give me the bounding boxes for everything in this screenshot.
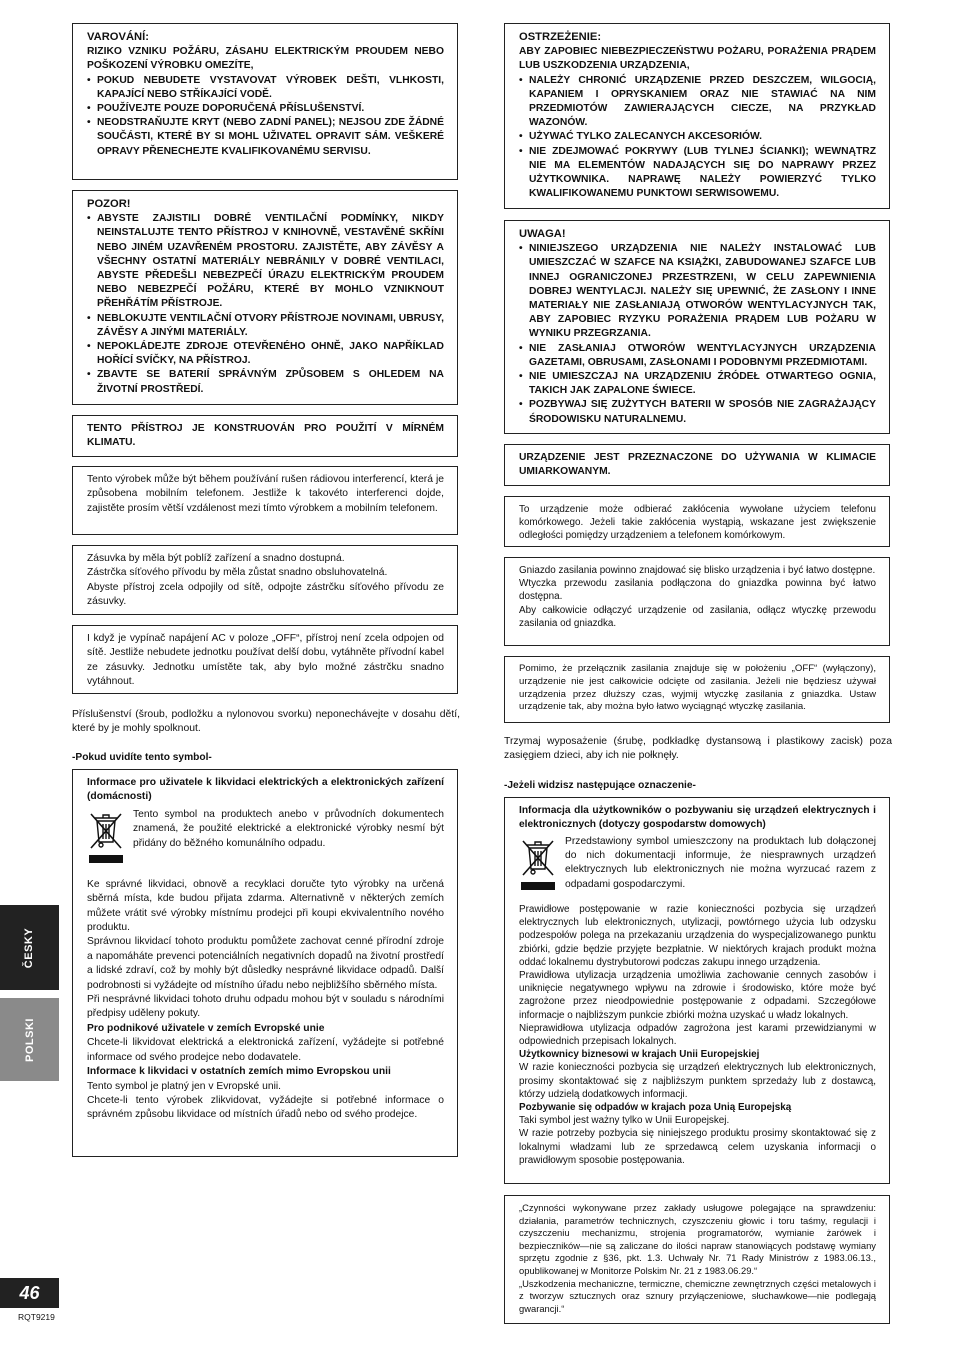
disposal-paragraph: Chcete-li tento výrobek zlikvidovat, vyžádejte si potřebné informace o správném způsobu likvidace od místních úřadů nebo od svého prodejce. [87,1094,444,1121]
disposal-box [72,769,458,1157]
climate-text: URZĄDZENIE JEST PRZEZNACZONE DO UŻYWANIA W KLIMACIE UMIARKOWANYM. [519,452,876,478]
disposal-paragraph: Prawidłowe postępowanie w razie konieczności pozbycia się urządzeń elektrycznych lub elektronicznych, utylizacji, powtórnego użycia lub odzysku podzespołów polega na przekazaniu urządzenia do wyspecjalizowanego punktu zbiórki, gdzie będzie przyjęte bezpłatnie. W niektórych krajach produkt można oddać lokalnemu dystrybutorowi podczas zakupu innego urządzenia. [519,904,876,968]
language-tab-polish-label: POLSKI [23,1017,36,1062]
power-off-box [72,625,458,694]
warning-item: • NALEŻY CHRONIĆ URZĄDZENIE PRZED DESZCZEM, WILGOCIĄ, KAPANIEM I OPRYSKANIEM ORAZ NIE STAWIAĆ NA NIM PRZEDMIOTÓW ZAWIERAJĄCYCH CIECZE, NA PRZYKŁAD WAZONÓW. [519,74,876,131]
disposal-paragraph: Prawidłowa utylizacja urządzenia umożliwia zachowanie cennych zasobów i uniknięcie negatywnego wpływu na zdrowie i środowisko, które może być zagrożone przez nieodpowiednie postępowanie z odpadami. Szczegółowe informacje o najbliższym punkcie zbiórki można uzyskać u władz lokalnych. [519,970,876,1021]
socket-line: Zástrčka síťového přívodu by měla zůstat snadno obsluhovatelná. [87,567,388,579]
caution-list [519,242,876,427]
caution-heading: UWAGA! [519,228,566,240]
caution-item: • ZBAVTE SE BATERIÍ SPRÁVNÝM ZPŮSOBEM S OHLEDEM NA ŽIVOTNÍ PROSTŘEDÍ. [87,368,444,396]
crossed-bin-icon [519,835,557,893]
warranty-box [504,1195,890,1324]
disposal-heading: Informacja dla użytkowników o pozbywaniu się urządzeń elektrycznych i elektronicznych (dotyczy gospodarstw domowych) [519,805,876,830]
caution-item: • NIE UMIESZCZAJ NA URZĄDZENIU ŹRÓDEŁ OTWARTEGO OGNIA, TAKICH JAK ZAPALONE ŚWIECE. [519,370,876,398]
caution-item: • ABYSTE ZAJISTILI DOBRÉ VENTILAČNÍ PODMÍNKY, NIKDY NEINSTALUJTE TENTO PŘÍSTROJ V KNIHOVNĚ, VESTAVĚNÉ SKŘÍNI NEBO JINÉM UZAVŘENÉM PROSTORU. ZAJISTĚTE, ABY ZÁVĚSY A VŠECHNY OSTATNÍ MATERIÁLY NEBRÁNILY V DOBRÉ VENTILACI, ABYSTE PŘEDEŠLI NEBEZPEČÍ ÚRAZU ELEKTRICKÝM PROUDEM NEBO NEBEZPEČÍ POŽÁRU, KTERÉ BY MOHLO VZNIKNOUT PŘEHŘÁTÍM PŘÍSTROJE. [87,212,444,311]
disposal-paragraph: Ke správné likvidaci, obnově a recyklaci doručte tyto výrobky na určená sběrná místa, kde budou přijata zdarma. Alternativně v některých zemích můžete vrátit své výrobky místnímu prodejci při koupi ekvivalentního nového produktu. [87,878,444,934]
symbol-label: -Jeżeli widzisz następujące oznaczenie- [504,780,696,791]
disposal-paragraph: Při nesprávné likvidaci tohoto druhu odpadu mohou být v souladu s národními předpisy uděleny pokuty. [87,994,444,1020]
disposal-paragraph: Správnou likvidací tohoto produktu pomůžete zachovat cenné přírodní zdroje a napomáháte prevenci potenciálních negativních dopadů na životní prostředí a lidské zdraví, což by mohly být důsledky nesprávné likvidace odpadů. Další podrobnosti si vyžádejte od místního úřadu nebo nejbližšího sběrného místa. [87,936,444,991]
accessories-note: Příslušenství (šroub, podložku a nylonovou svorku) neponechávejte v dosahu dětí, které by je mohly spolknout. [72,709,460,734]
disposal-paragraph: Tento symbol je platný jen v Evropské unii. [87,1080,282,1092]
disposal-paragraph: Nieprawidłowa utylizacja odpadów zagrożona jest karami przewidzianymi w odpowiednich przepisach lokalnych. [519,1022,876,1048]
caution-item: • NIE ZASŁANIAJ OTWORÓW WENTYLACYJNYCH URZĄDZENIA GAZETAMI, OBRUSAMI, ZASŁONAMI I PODOBNYMI PRZEDMIOTAMI. [519,342,876,370]
warranty-text: „Czynności wykonywane przez zakłady usługowe polegające na sprawdzeniu: działania, parametrów technicznych, czyszczeniu głowic i toru taśmy, regulacji i czyszczeniu mechanizmu, strojenia programatorów, wymianie żarówek i bezpieczników—nie są zaliczane do ilości napraw stanowiących podstawę wymiany sprzętu zgodnie z §36, pkt. 1.3. Uchwały Nr. 71 Rady Ministrów z 1983.06.13., opublikowanej w Monitorze Polskim Nr. 21 z 1983.06.29.“ [519,1202,876,1276]
language-tab-czech-label: ČESKY [23,927,36,968]
climate-text: TENTO PŘÍSTROJ JE KONSTRUOVÁN PRO POUŽITÍ V MÍRNÉM KLIMATU. [87,423,444,449]
socket-box [72,545,458,615]
interference-box [72,466,458,535]
business-heading: Pro podnikové uživatele v zemích Evropské unie [87,1022,325,1034]
symbol-label: -Pokud uvidíte tento symbol- [72,752,212,763]
warning-item: • POKUD NEBUDETE VYSTAVOVAT VÝROBEK DEŠTI, VLHKOSTI, KAPAJÍCÍ NEBO STŘÍKAJÍCÍ VODĚ. [87,74,444,102]
socket-line: Zásuvka by měla být poblíž zařízení a snadno dostupná. [87,553,345,564]
warning-intro: ABY ZAPOBIEC NIEBEZPIECZEŃSTWU POŻARU, PORAŻENIA PRĄDEM LUB USZKODZENIA URZĄDZENIA, [519,46,876,72]
interference-text: To urządzenie może odbierać zakłócenia wywołane użyciem telefonu komórkowego. Jeżeli takie zakłócenia wystąpią, wskazane jest zwiększenie odległości pomiędzy urządzeniem a telefonem komórkowym. [519,504,876,542]
weee-block [519,835,876,893]
model-number: RQT9219 [18,1312,55,1322]
accessories-note: Trzymaj wyposażenie (śrubę, podkładkę dystansową i plastikowy zacisk) poza zasięgiem dzieci, aby ich nie połknęły. [504,736,892,761]
symbol-description: Tento symbol na produktech anebo v průvodních dokumentech znamená, že použité elektrické a elektronické výrobky nesmí být přidány do běžného komunálního odpadu. [133,808,444,849]
warning-item: • NIE ZDEJMOWAĆ POKRYWY (LUB TYLNEJ ŚCIANKI); WEWNĄTRZ NIE MA ELEMENTÓW NADAJĄCYCH SIĘ DO NAPRAWY PRZEZ UŻYTKOWNIKA. NAPRAWĘ NALEŻY POWIERZYĆ TYLKO KWALIFIKOWANEMU PUNKTOWI SERWISOWEMU. [519,145,876,202]
warning-box [72,23,458,180]
warning-heading: OSTRZEŻENIE: [519,31,602,43]
power-off-box [504,656,890,723]
interference-text: Tento výrobek může být během používání rušen rádiovou interferencí, která je způsobena mobilním telefonem. Jestliže k takovéto interferenci dojde, zajistěte prosím větší vzdálenost mezi tímto výrobkem a mobilním telefonem. [87,474,444,514]
language-tab-polish[interactable] [0,998,59,1081]
weee-block [87,808,444,866]
page-number: 46 [0,1278,59,1308]
caution-item: • NEPOKLÁDEJTE ZDROJE OTEVŘENÉHO OHNĚ, JAKO NAPŘÍKLAD HOŘÍCÍ SVÍČKY, NA PŘÍSTROJ. [87,340,444,368]
caution-item: • POZBYWAJ SIĘ ZUŻYTYCH BATERII W SPOSÓB NIE ZAGRAŻAJĄCY ŚRODOWISKU NATURALNEMU. [519,398,876,426]
socket-line: Abyste přístroj zcela odpojily od sítě, odpojte zástrčku síťového přívodu ze zásuvky. [87,581,444,608]
warning-list [87,74,444,159]
disposal-paragraph: W razie potrzeby pozbycia się niniejszego produktu prosimy skontaktować się z lokalnymi władzami lub ze sprzedawcą celem uzyskania informacji o prawidłowym sposobie postępowania. [519,1128,876,1166]
caution-box [504,220,890,434]
warning-item: • UŻYWAĆ TYLKO ZALECANYCH AKCESORIÓW. [519,130,876,144]
disposal-heading: Informace pro uživatele k likvidaci elektrických a elektronických zařízení (domácnosti) [87,777,444,803]
climate-box [504,444,890,486]
warranty-text: „Uszkodzenia mechaniczne, termiczne, chemiczne zewnętrznych części metalowych i z tworzyw sztucznych oraz sznury przyłączeniowe, słuchawkowe—nie podlegają gwarancji.“ [519,1277,876,1314]
socket-line: Aby całkowicie odłączyć urządzenie od zasilania, odłącz wtyczkę przewodu zasilania od gniazdka. [519,604,876,629]
caution-item: • NEBLOKUJTE VENTILAČNÍ OTVORY PŘÍSTROJE NOVINAMI, UBRUSY, ZÁVĚSY A JINÝMI MATERIÁLY. [87,312,444,340]
warning-list [519,74,876,202]
climate-box [72,415,458,457]
caution-heading: POZOR! [87,198,131,210]
symbol-description: Przedstawiony symbol umieszczony na produktach lub dołączonej do nich dokumentacji informuje, że niesprawnych urządzeń elektrycznych lub elektronicznych nie można wyrzucać razem z odpadami gospodarczymi. [565,836,876,890]
warning-item: • NEODSTRAŇUJTE KRYT (NEBO ZADNÍ PANEL); NEJSOU ZDE ŽÁDNÉ SOUČÁSTI, KTERÉ BY SI MOHL UŽIVATEL OPRAVIT SÁM. VEŠKERÉ OPRAVY PŘENECHEJTE KVALIFIKOVANÉMU SERVISU. [87,116,444,159]
power-off-text: I když je vypínač napájení AC v poloze „OFF“, přístroj není zcela odpojen od sítě. Jestliže nebudete jednotku používat delší dobu, vytáhněte přívodní kabel ze zásuvky. Jednotku umístěte tak, aby bylo možné zástrčku snadno vytáhnout. [87,633,444,688]
caution-box [72,190,458,405]
warning-heading: VAROVÁNÍ: [87,31,149,43]
disposal-paragraph: Taki symbol jest ważny tylko w Unii Europejskej. [519,1115,730,1127]
non-eu-heading: Informace k likvidaci v ostatních zemích mimo Evropskou unii [87,1066,391,1078]
disposal-paragraph: Chcete-li likvidovat elektrická a elektronická zařízení, vyžádejte si potřebné informace od svého prodejce nebo dodavatele. [87,1037,444,1063]
disposal-box [504,797,890,1184]
socket-line: Wtyczka przewodu zasilania podłączona do gniazdka powinna być łatwo dostępna. [519,578,876,603]
socket-box [504,557,890,646]
warning-box [504,23,890,209]
socket-line: Gniazdo zasilania powinno znajdować się blisko urządzenia i być łatwo dostępne. [519,565,876,576]
language-tab-czech[interactable] [0,905,59,990]
non-eu-heading: Pozbywanie się odpadów w krajach poza Unią Europejską [519,1102,792,1114]
crossed-bin-icon [87,808,125,866]
business-heading: Użytkownicy biznesowi w krajach Unii Europejskiej [519,1049,760,1061]
interference-box [504,496,890,547]
power-off-text: Pomimo, że przełącznik zasilania znajduje się w położeniu „OFF“ (wyłączony), urządzenie nie jest całkowicie odcięte od zasilania. Jeżeli nie będziesz używał urządzenia przez dłuższy czas, wyjmij wtyczkę zasilania z gniazdka. Ustaw urządzenie tak, aby można było łatwo wyciągnąć wtyczkę zasilania. [519,663,876,713]
caution-list [87,212,444,397]
warning-item: • POUŽÍVEJTE POUZE DOPORUČENÁ PŘÍSLUŠENSTVÍ. [87,102,444,116]
disposal-paragraph: W razie konieczności pozbycia się urządzeń elektrycznych lub elektronicznych, prosimy skontaktować się z najbliższym punktem sprzedaży lub z dostawcą, którzy udzielą dodatkowych informacji. [519,1062,876,1100]
caution-item: • NINIEJSZEGO URZĄDZENIA NIE NALEŻY INSTALOWAĆ LUB UMIESZCZAĆ W SZAFCE NA KSIĄŻKI, ZABUDOWANEJ SZAFCE LUB INNEJ OGRANICZONEJ PRZESTRZENI, W CELU ZAPEWNIENIA DOBREJ WENTYLACJI. NALEŻY SIĘ UPEWNIĆ, ŻE ZASŁONY I INNE MATERIAŁY NIE ZASŁANIAJĄ OTWORÓW WENTYLACYJNYCH TAK, ABY ZAPOBIEC RYZYKU PORAŻENIA PRĄDEM LUB POŻARU W WYNIKU PRZEGRZANIA. [519,242,876,341]
warning-intro: RIZIKO VZNIKU POŽÁRU, ZÁSAHU ELEKTRICKÝM PROUDEM NEBO POŠKOZENÍ VÝROBKU OMEZÍTE, [87,46,444,72]
